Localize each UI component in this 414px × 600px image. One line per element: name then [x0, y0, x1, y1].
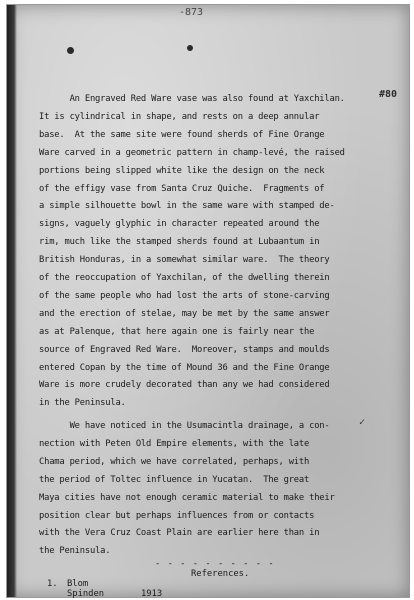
text-line: the Peninsula.: [39, 546, 111, 557]
text-line: the period of Toltec influence in Yucatan. The great: [39, 474, 310, 485]
reference-author: Spinden: [67, 589, 105, 599]
text-line: Ware carved in a geometric pattern in champ-levé, the raised: [39, 147, 345, 158]
check-mark: ✓: [359, 417, 366, 428]
punch-hole: [67, 47, 74, 54]
text-line: in the Peninsula.: [39, 398, 126, 409]
text-line: signs, vaguely glyphic in character repeated around the: [39, 219, 320, 230]
text-line: a simple silhouette bowl in the same ware with stamped de-: [39, 201, 335, 212]
document-page: [6, 4, 410, 598]
text-line: and the erection of stelae, may be met by the same answer: [39, 308, 330, 319]
reference-number: 1.: [47, 579, 58, 589]
text-line: source of Engraved Red Ware. Moreover, stamps and moulds: [39, 344, 330, 355]
text-line: nection with Peten Old Empire elements, with the late: [39, 438, 310, 449]
text-line: Ware is more crudely decorated than any we had considered: [39, 380, 330, 391]
separator-rule: - - - - - - - - - -: [155, 559, 275, 569]
punch-hole: [187, 45, 193, 51]
text-line: entered Copan by the time of Mound 36 and the Fine Orange: [39, 362, 330, 373]
text-line: as at Palenque, that here again one is fairly near the: [39, 326, 315, 337]
text-line: of the reoccupation of Yaxchilan, of the dwelling therein: [39, 273, 330, 283]
text-line: of the effigy vase from Santa Cruz Quiche. Fragments of: [39, 183, 325, 194]
references-heading: References.: [191, 569, 250, 579]
reference-year: 1913: [141, 589, 163, 599]
text-line: British Honduras, in a somewhat similar ware. The theory: [39, 255, 330, 266]
page-binding-edge: [7, 5, 17, 597]
text-line: portions being slipped white like the design on the neck: [39, 165, 325, 176]
text-line: Maya cities have not enough ceramic material to make their: [39, 492, 335, 503]
text-line: We have noticed in the Usumacintla drainage, a con-: [39, 421, 330, 431]
reference-author: Blom: [67, 579, 89, 589]
text-line: of the same people who had lost the arts of stone-carving: [39, 290, 330, 301]
text-line: base. At the same site were found sherds of Fine Orange: [39, 129, 325, 140]
text-line: rim, much like the stamped sherds found at Lubaantum in: [39, 237, 320, 248]
text-line: It is cylindrical in shape, and rests on a deep annular: [39, 111, 320, 122]
text-line: An Engraved Red Ware vase was also found at Yaxchilan.: [39, 94, 345, 104]
page-number: -873: [179, 7, 204, 18]
text-line: Chama period, which we have correlated, perhaps, with: [39, 456, 310, 467]
text-line: position clear but perhaps influences from or contacts: [39, 510, 315, 521]
margin-note: #80: [379, 89, 398, 100]
text-line: with the Vera Cruz Coast Plain are earlier here than in: [39, 528, 320, 539]
